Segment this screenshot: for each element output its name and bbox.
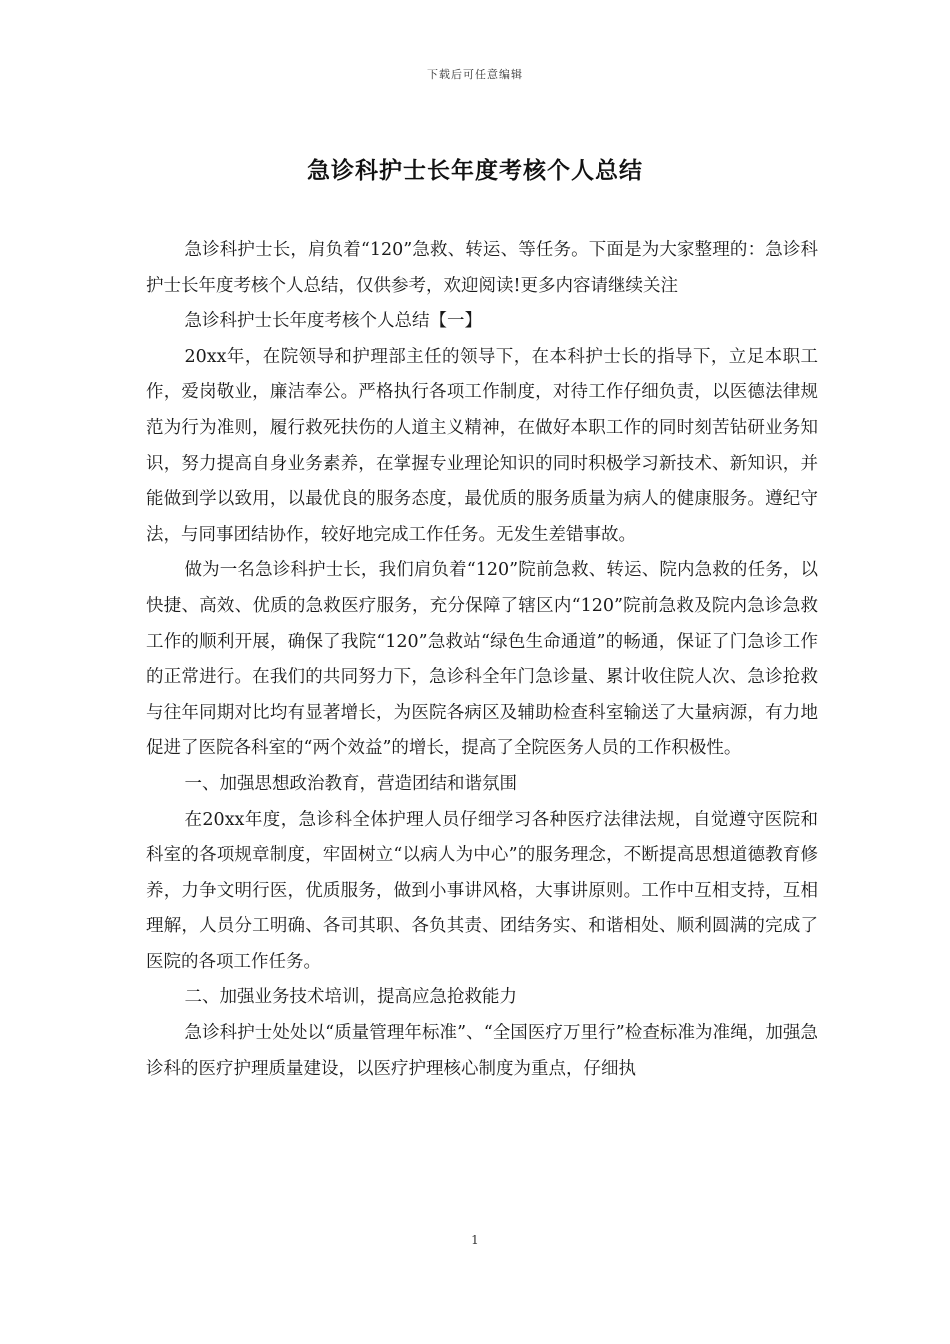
paragraph-heading-1: 一、加强思想政治教育，营造团结和谐氛围 — [184, 773, 517, 794]
paragraph: 急诊科护士处处以“质量管理年标准”、“全国医疗万里行”检查标准为准绳，加强急诊科的医疗护理质量建设，以医疗护理核心制度为重点，仔细执 — [146, 1023, 818, 1079]
document-body — [146, 233, 818, 1087]
paragraph: 在20xx年度，急诊科全体护理人员仔细学习各种医疗法律法规，自觉遵守医院和科室的各项规章制度，牢固树立“以病人为中心”的服务理念，不断提高思想道德教育修养，力争文明行医，优质服务，做到小事讲风格，大事讲原则。工作中互相支持，互相理解，人员分工明确、各司其职、各负其责、团结务实、和谐相处、顺利圆满的完成了医院的各项工作任务。 — [146, 809, 818, 972]
paragraph: 做为一名急诊科护士长，我们肩负着“120”院前急救、转运、院内急救的任务，以快捷、高效、优质的急救医疗服务，充分保障了辖区内“120”院前急救及院内急诊急救工作的顺利开展，确保了我院“120”急救站“绿色生命通道”的畅通，保证了门急诊工作的正常进行。在我们的共同努力下，急诊科全年门急诊量、累计收住院人次、急诊抢救与往年同期对比均有显著增长，为医院各病区及辅助检查科室输送了大量病源，有力地促进了医院各科室的“两个效益”的增长，提高了全院医务人员的工作积极性。 — [146, 560, 818, 759]
paragraph: 20xx年，在院领导和护理部主任的领导下，在本科护士长的指导下，立足本职工作，爱岗敬业，廉洁奉公。严格执行各项工作制度，对待工作仔细负责，以医德法律规范为行为准则，履行救死扶伤的人道主义精神，在做好本职工作的同时刻苦钻研业务知识，努力提高自身业务素养，在掌握专业理论知识的同时积极学习新技术、新知识，并能做到学以致用，以最优良的服务态度，最优质的服务质量为病人的健康服务。遵纪守法，与同事团结协作，较好地完成工作任务。无发生差错事故。 — [146, 346, 818, 545]
header-note: 下载后可任意编辑 — [427, 68, 523, 81]
document-title: 急诊科护士长年度考核个人总结 — [307, 158, 643, 184]
paragraph-intro: 急诊科护士长，肩负着“120”急救、转运、等任务。下面是为大家整理的：急诊科护士长年度考核个人总结，仅供参考，欢迎阅读!更多内容请继续关注 — [146, 240, 818, 296]
paragraph-heading-2: 二、加强业务技术培训，提高应急抢救能力 — [184, 987, 517, 1008]
page-number: 1 — [471, 1233, 479, 1247]
paragraph-section-title: 急诊科护士长年度考核个人总结【一】 — [184, 311, 482, 332]
